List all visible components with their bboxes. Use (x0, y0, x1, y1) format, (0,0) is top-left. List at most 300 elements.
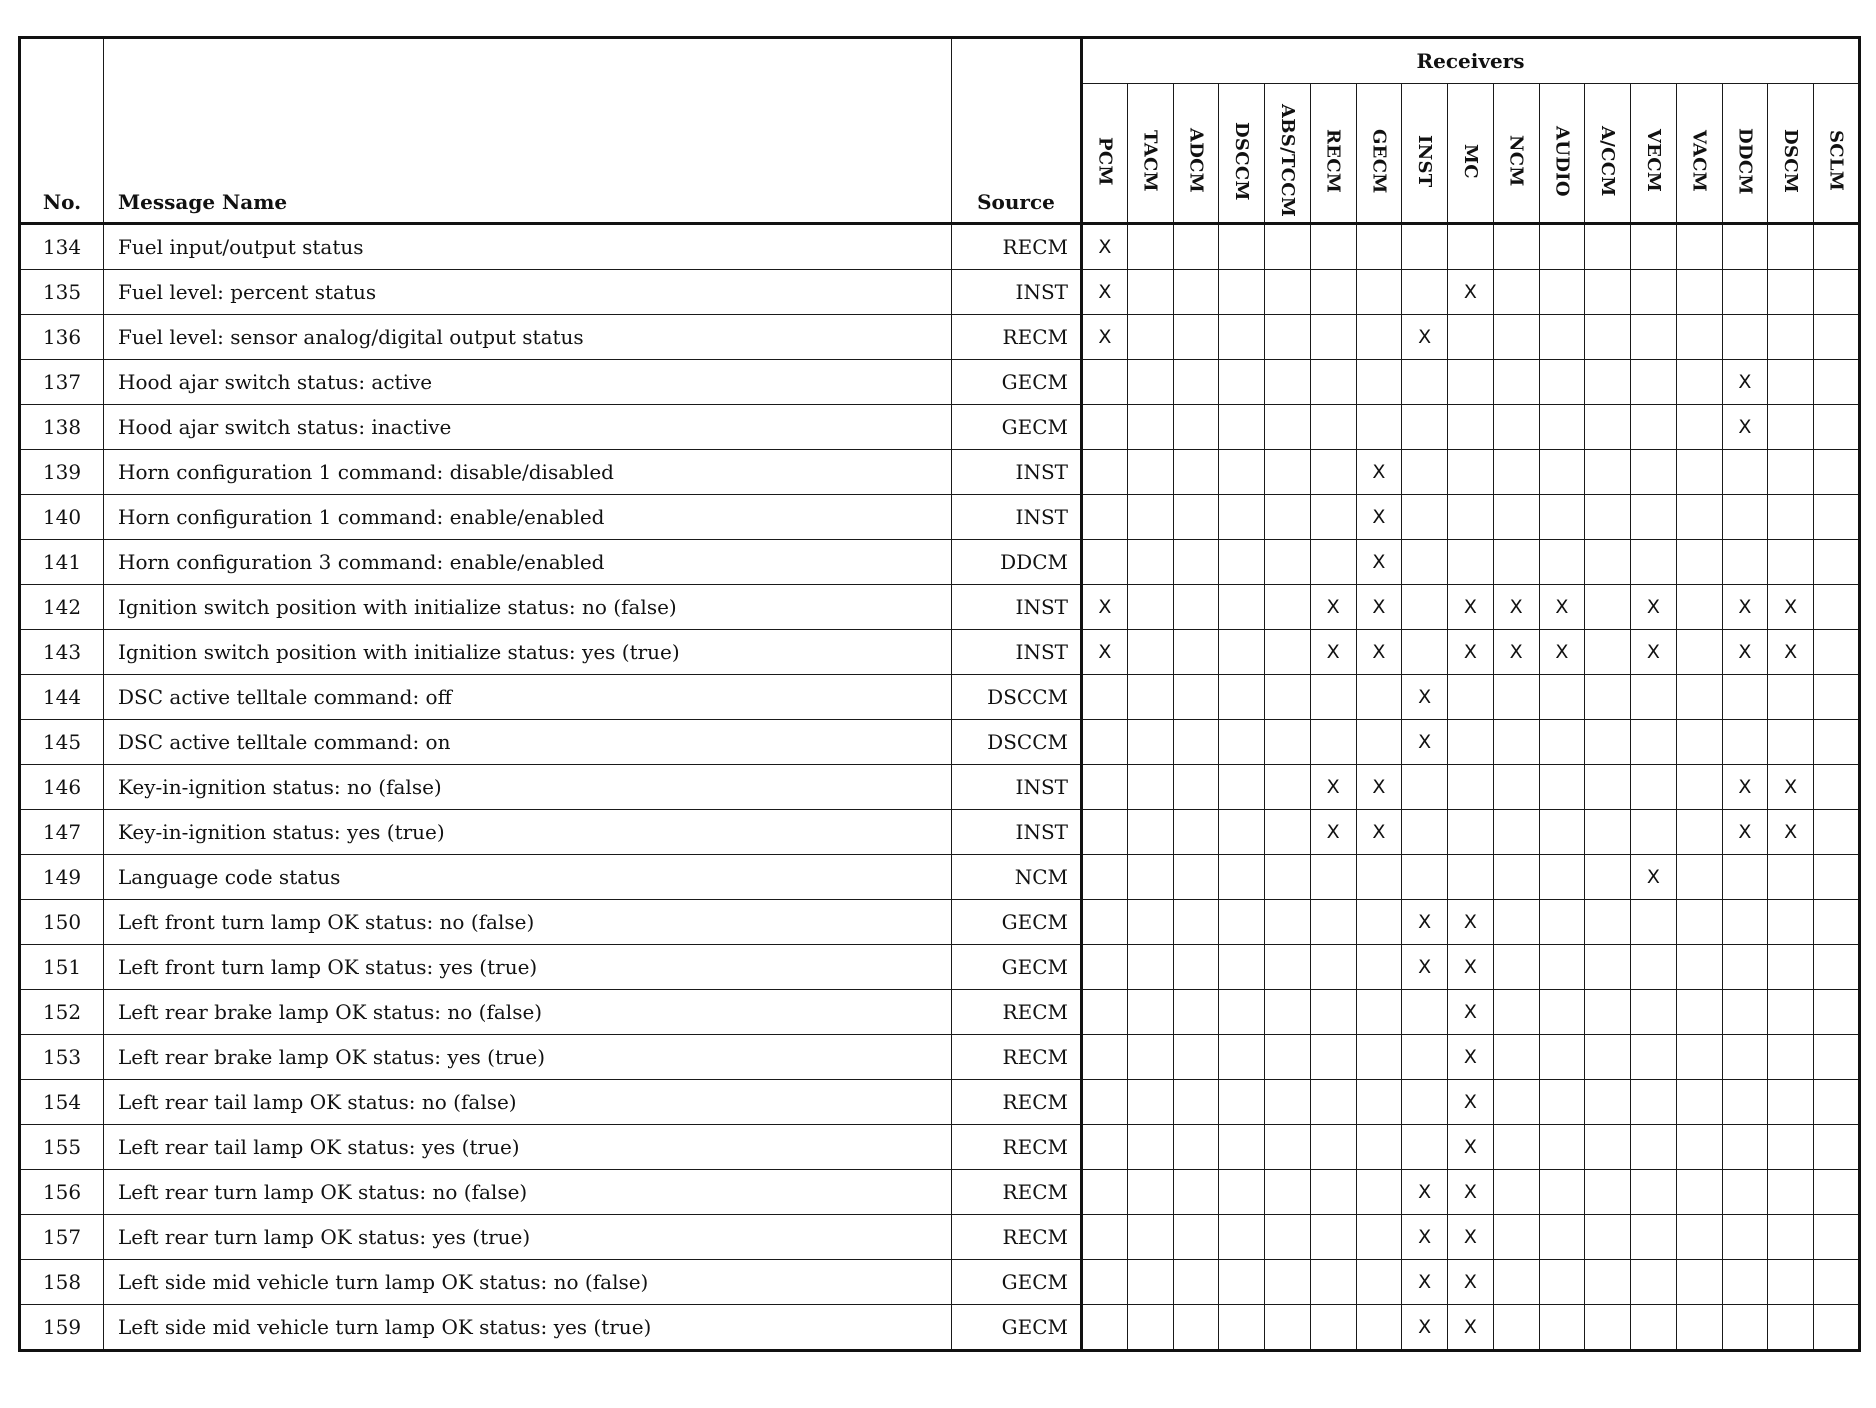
row-number: 145 (20, 720, 104, 765)
receiver-cell (1539, 945, 1585, 990)
receiver-cell (1539, 1080, 1585, 1125)
row-number: 140 (20, 495, 104, 540)
table-row (20, 1305, 1860, 1351)
receiver-cell (1265, 1215, 1311, 1260)
receiver-cell (1448, 855, 1494, 900)
receiver-cell (1539, 360, 1585, 405)
receiver-cell: X (1631, 855, 1677, 900)
message-name: Hood ajar switch status: active (104, 360, 952, 405)
message-name: Ignition switch position with initialize status: yes (true) (104, 630, 952, 675)
receiver-cell (1265, 405, 1311, 450)
receiver-cell: X (1402, 1170, 1448, 1215)
receiver-cell (1310, 1080, 1356, 1125)
receiver-cell (1265, 224, 1311, 270)
receiver-cell (1448, 224, 1494, 270)
receiver-cell (1082, 1035, 1128, 1080)
message-source: INST (952, 270, 1082, 315)
receiver-cell (1539, 315, 1585, 360)
receiver-label: INST (1414, 134, 1436, 188)
row-number: 153 (20, 1035, 104, 1080)
receiver-cell: X (1310, 630, 1356, 675)
receiver-cell: X (1448, 990, 1494, 1035)
receiver-cell (1539, 990, 1585, 1035)
row-number: 143 (20, 630, 104, 675)
receiver-cell (1402, 990, 1448, 1035)
receiver-cell (1631, 1080, 1677, 1125)
receiver-label: VACM (1688, 130, 1710, 192)
receiver-cell (1127, 1125, 1173, 1170)
receiver-cell (1493, 360, 1539, 405)
receiver-cell (1676, 675, 1722, 720)
receiver-cell (1219, 1305, 1265, 1351)
table-row (20, 810, 1860, 855)
receiver-cell (1631, 315, 1677, 360)
receiver-cell (1768, 1125, 1814, 1170)
receiver-cell: X (1539, 585, 1585, 630)
receiver-cell (1448, 540, 1494, 585)
message-source: INST (952, 765, 1082, 810)
receiver-cell (1768, 270, 1814, 315)
receiver-cell (1219, 1170, 1265, 1215)
receiver-cell (1631, 495, 1677, 540)
message-name: Fuel input/output status (104, 224, 952, 270)
receiver-cell (1310, 720, 1356, 765)
receiver-cell: X (1356, 810, 1402, 855)
receiver-cell (1265, 450, 1311, 495)
receiver-cell (1310, 675, 1356, 720)
receiver-cell (1676, 1260, 1722, 1305)
receiver-cell (1768, 1170, 1814, 1215)
message-source: INST (952, 585, 1082, 630)
receiver-cell (1676, 450, 1722, 495)
receiver-cell (1173, 1260, 1219, 1305)
row-number: 134 (20, 224, 104, 270)
receiver-cell: X (1448, 1035, 1494, 1080)
receiver-cell (1127, 224, 1173, 270)
receiver-cell (1448, 360, 1494, 405)
receiver-cell (1631, 765, 1677, 810)
receiver-cell (1539, 810, 1585, 855)
receiver-cell: X (1768, 630, 1814, 675)
receiver-cell (1219, 810, 1265, 855)
receiver-cell (1585, 540, 1631, 585)
receiver-cell (1127, 360, 1173, 405)
receiver-cell (1676, 540, 1722, 585)
receiver-cell (1265, 720, 1311, 765)
receiver-cell (1127, 945, 1173, 990)
receiver-cell (1219, 360, 1265, 405)
receiver-cell (1402, 810, 1448, 855)
message-name: Left side mid vehicle turn lamp OK status: no (false) (104, 1260, 952, 1305)
table-row (20, 450, 1860, 495)
table-row (20, 360, 1860, 405)
receiver-cell (1265, 315, 1311, 360)
receiver-cell (1310, 1260, 1356, 1305)
receiver-cell (1768, 495, 1814, 540)
receiver-cell (1173, 585, 1219, 630)
row-number: 155 (20, 1125, 104, 1170)
receiver-cell (1585, 315, 1631, 360)
receiver-cell (1631, 720, 1677, 765)
receiver-cell: X (1402, 945, 1448, 990)
table-row (20, 1260, 1860, 1305)
receiver-cell (1585, 675, 1631, 720)
receiver-cell (1265, 990, 1311, 1035)
table-row (20, 855, 1860, 900)
receiver-cell (1219, 585, 1265, 630)
receiver-cell (1631, 990, 1677, 1035)
receiver-cell (1082, 720, 1128, 765)
receiver-label: VECM (1642, 129, 1664, 193)
receiver-cell (1127, 1215, 1173, 1260)
receiver-cell (1127, 1035, 1173, 1080)
receiver-cell (1173, 315, 1219, 360)
receiver-cell (1631, 1170, 1677, 1215)
table-row (20, 1170, 1860, 1215)
receiver-cell (1768, 720, 1814, 765)
message-name: Language code status (104, 855, 952, 900)
receiver-cell: X (1722, 360, 1768, 405)
receiver-cell (1722, 1035, 1768, 1080)
receiver-cell (1768, 855, 1814, 900)
receiver-cell (1173, 810, 1219, 855)
receiver-cell (1539, 720, 1585, 765)
receiver-cell (1173, 1080, 1219, 1125)
receiver-cell (1493, 900, 1539, 945)
receiver-cell (1814, 1125, 1860, 1170)
header-receiver (1539, 84, 1585, 224)
row-number: 136 (20, 315, 104, 360)
receiver-cell (1082, 360, 1128, 405)
receiver-cell (1722, 1125, 1768, 1170)
receiver-cell (1722, 540, 1768, 585)
receiver-cell (1493, 270, 1539, 315)
receiver-cell (1265, 1170, 1311, 1215)
row-number: 154 (20, 1080, 104, 1125)
receiver-cell (1173, 1215, 1219, 1260)
receiver-cell (1402, 765, 1448, 810)
receiver-cell (1402, 630, 1448, 675)
table-row (20, 585, 1860, 630)
receiver-cell (1173, 1305, 1219, 1351)
receiver-cell (1356, 900, 1402, 945)
row-number: 142 (20, 585, 104, 630)
receiver-cell (1631, 1035, 1677, 1080)
receiver-cell (1585, 1170, 1631, 1215)
receiver-cell (1402, 540, 1448, 585)
receiver-cell (1310, 1125, 1356, 1170)
receiver-cell (1219, 765, 1265, 810)
receiver-cell (1219, 315, 1265, 360)
table-row (20, 495, 1860, 540)
receiver-cell: X (1768, 810, 1814, 855)
receiver-cell (1265, 1305, 1311, 1351)
message-source: INST (952, 450, 1082, 495)
receiver-cell (1768, 224, 1814, 270)
receiver-cell (1814, 360, 1860, 405)
receiver-cell (1127, 540, 1173, 585)
message-source: RECM (952, 1170, 1082, 1215)
table-row (20, 675, 1860, 720)
receiver-cell: X (1448, 900, 1494, 945)
receiver-cell (1402, 585, 1448, 630)
receiver-label: PCM (1094, 136, 1116, 186)
receiver-cell (1356, 1125, 1402, 1170)
receiver-cell (1722, 1305, 1768, 1351)
receiver-cell: X (1448, 270, 1494, 315)
receiver-cell (1127, 1080, 1173, 1125)
receiver-cell (1676, 1215, 1722, 1260)
receiver-cell (1173, 675, 1219, 720)
table-row (20, 720, 1860, 765)
receiver-cell (1585, 810, 1631, 855)
receiver-cell (1173, 765, 1219, 810)
message-name: Left side mid vehicle turn lamp OK status: yes (true) (104, 1305, 952, 1351)
receiver-cell: X (1310, 585, 1356, 630)
receiver-cell: X (1402, 675, 1448, 720)
table-row (20, 315, 1860, 360)
receiver-cell (1402, 270, 1448, 315)
receiver-cell (1676, 360, 1722, 405)
receiver-cell: X (1448, 1170, 1494, 1215)
receiver-cell (1082, 810, 1128, 855)
receiver-cell (1265, 765, 1311, 810)
receiver-cell (1585, 405, 1631, 450)
receiver-cell (1173, 720, 1219, 765)
receiver-cell (1127, 585, 1173, 630)
message-source: GECM (952, 945, 1082, 990)
receiver-cell (1631, 405, 1677, 450)
receiver-cell (1814, 945, 1860, 990)
receiver-cell (1219, 990, 1265, 1035)
receiver-cell (1310, 405, 1356, 450)
receiver-cell: X (1631, 585, 1677, 630)
receiver-cell (1814, 405, 1860, 450)
receiver-cell (1539, 1035, 1585, 1080)
receiver-cell (1127, 315, 1173, 360)
receiver-cell: X (1310, 810, 1356, 855)
receiver-cell (1448, 765, 1494, 810)
receiver-cell (1127, 990, 1173, 1035)
receiver-cell (1310, 945, 1356, 990)
receiver-cell (1402, 1035, 1448, 1080)
receiver-cell (1265, 1125, 1311, 1170)
row-number: 159 (20, 1305, 104, 1351)
receiver-cell (1493, 405, 1539, 450)
receiver-cell: X (1722, 585, 1768, 630)
row-number: 152 (20, 990, 104, 1035)
receiver-cell (1356, 270, 1402, 315)
receiver-cell (1493, 1215, 1539, 1260)
receiver-cell (1539, 405, 1585, 450)
receiver-cell (1631, 360, 1677, 405)
receiver-cell (1356, 1260, 1402, 1305)
receiver-cell (1631, 1260, 1677, 1305)
message-source: RECM (952, 1035, 1082, 1080)
receiver-cell (1356, 1170, 1402, 1215)
header-receiver (1219, 84, 1265, 224)
header-source: Source (952, 38, 1082, 224)
receiver-cell (1127, 450, 1173, 495)
message-name: Left front turn lamp OK status: yes (true) (104, 945, 952, 990)
receiver-cell (1676, 945, 1722, 990)
message-source: GECM (952, 360, 1082, 405)
header-receiver (1631, 84, 1677, 224)
receiver-cell (1722, 1170, 1768, 1215)
receiver-cell (1631, 540, 1677, 585)
receiver-cell (1173, 1170, 1219, 1215)
receiver-cell (1173, 990, 1219, 1035)
message-source: RECM (952, 1215, 1082, 1260)
receiver-cell (1310, 855, 1356, 900)
message-name: Left rear brake lamp OK status: yes (true) (104, 1035, 952, 1080)
table-row (20, 1080, 1860, 1125)
receiver-cell (1585, 270, 1631, 315)
receiver-cell (1356, 675, 1402, 720)
receiver-cell (1082, 765, 1128, 810)
header-receiver (1768, 84, 1814, 224)
receiver-cell (1173, 855, 1219, 900)
receiver-cell (1585, 1125, 1631, 1170)
receiver-cell (1631, 900, 1677, 945)
receiver-cell: X (1448, 630, 1494, 675)
receiver-cell (1219, 855, 1265, 900)
receiver-cell (1585, 224, 1631, 270)
receiver-cell (1676, 765, 1722, 810)
receiver-cell: X (1310, 765, 1356, 810)
receiver-cell (1676, 495, 1722, 540)
row-number: 158 (20, 1260, 104, 1305)
receiver-cell (1448, 810, 1494, 855)
receiver-cell (1173, 945, 1219, 990)
receiver-cell (1127, 1305, 1173, 1351)
receiver-cell (1219, 945, 1265, 990)
receiver-label: GECM (1368, 128, 1390, 194)
receiver-cell (1127, 270, 1173, 315)
receiver-label: MC (1459, 143, 1481, 179)
receiver-cell (1310, 360, 1356, 405)
receiver-cell (1173, 360, 1219, 405)
receiver-cell (1585, 720, 1631, 765)
receiver-cell (1173, 450, 1219, 495)
header-no: No. (20, 38, 104, 224)
receiver-cell (1539, 495, 1585, 540)
receiver-cell (1493, 945, 1539, 990)
receiver-cell (1310, 990, 1356, 1035)
receiver-cell (1722, 1260, 1768, 1305)
message-name: Left rear turn lamp OK status: yes (true) (104, 1215, 952, 1260)
receiver-cell (1219, 1080, 1265, 1125)
receiver-cell (1265, 630, 1311, 675)
row-number: 151 (20, 945, 104, 990)
receiver-cell (1493, 1125, 1539, 1170)
receiver-cell (1219, 900, 1265, 945)
receiver-cell: X (1402, 1305, 1448, 1351)
receiver-cell (1676, 1305, 1722, 1351)
receiver-cell (1814, 900, 1860, 945)
receiver-cell (1814, 1305, 1860, 1351)
receiver-label: ABS/TCCM (1276, 104, 1298, 218)
receiver-cell (1676, 990, 1722, 1035)
receiver-cell (1631, 1125, 1677, 1170)
receiver-cell: X (1402, 315, 1448, 360)
receiver-cell (1448, 405, 1494, 450)
receiver-cell (1768, 1215, 1814, 1260)
receiver-cell: X (1448, 1305, 1494, 1351)
receiver-cell (1493, 1170, 1539, 1215)
message-source: INST (952, 495, 1082, 540)
receiver-cell (1768, 450, 1814, 495)
message-name: Horn configuration 1 command: enable/enabled (104, 495, 952, 540)
receiver-cell (1814, 1215, 1860, 1260)
receiver-cell (1219, 495, 1265, 540)
receiver-cell (1082, 945, 1128, 990)
receiver-cell: X (1448, 1260, 1494, 1305)
receiver-cell (1173, 495, 1219, 540)
receiver-cell (1676, 855, 1722, 900)
receiver-cell: X (1448, 945, 1494, 990)
receiver-cell (1539, 450, 1585, 495)
receiver-cell (1219, 630, 1265, 675)
receiver-cell (1631, 1305, 1677, 1351)
receiver-cell (1631, 1215, 1677, 1260)
receiver-cell (1082, 1125, 1128, 1170)
receiver-cell: X (1356, 630, 1402, 675)
receiver-cell (1768, 1305, 1814, 1351)
receiver-cell (1631, 675, 1677, 720)
receiver-cell (1539, 1125, 1585, 1170)
row-number: 146 (20, 765, 104, 810)
receiver-cell (1310, 1170, 1356, 1215)
receiver-cell (1768, 990, 1814, 1035)
receiver-cell (1265, 270, 1311, 315)
receiver-cell (1082, 1080, 1128, 1125)
receiver-cell (1356, 405, 1402, 450)
receiver-cell (1265, 1080, 1311, 1125)
header-receiver (1722, 84, 1768, 224)
receiver-cell (1722, 675, 1768, 720)
receiver-cell (1768, 1080, 1814, 1125)
receiver-cell (1082, 1305, 1128, 1351)
receiver-cell: X (1448, 1125, 1494, 1170)
receiver-cell (1265, 360, 1311, 405)
receiver-cell (1493, 675, 1539, 720)
receiver-cell (1127, 900, 1173, 945)
receiver-cell (1585, 450, 1631, 495)
header-receiver (1585, 84, 1631, 224)
receiver-cell (1219, 405, 1265, 450)
receiver-cell: X (1356, 495, 1402, 540)
message-name: DSC active telltale command: on (104, 720, 952, 765)
receiver-cell (1082, 1170, 1128, 1215)
receiver-cell (1402, 224, 1448, 270)
receiver-cell (1127, 765, 1173, 810)
receiver-cell (1768, 540, 1814, 585)
receiver-cell (1722, 270, 1768, 315)
receiver-cell (1585, 1260, 1631, 1305)
receiver-cell (1539, 1305, 1585, 1351)
receiver-cell (1219, 540, 1265, 585)
receiver-cell (1219, 450, 1265, 495)
receiver-cell: X (1448, 585, 1494, 630)
receiver-cell (1082, 675, 1128, 720)
receiver-cell (1585, 990, 1631, 1035)
receiver-label: NCM (1505, 135, 1527, 187)
receiver-cell (1127, 675, 1173, 720)
receiver-cell (1493, 224, 1539, 270)
receiver-cell (1173, 224, 1219, 270)
receiver-cell (1356, 990, 1402, 1035)
